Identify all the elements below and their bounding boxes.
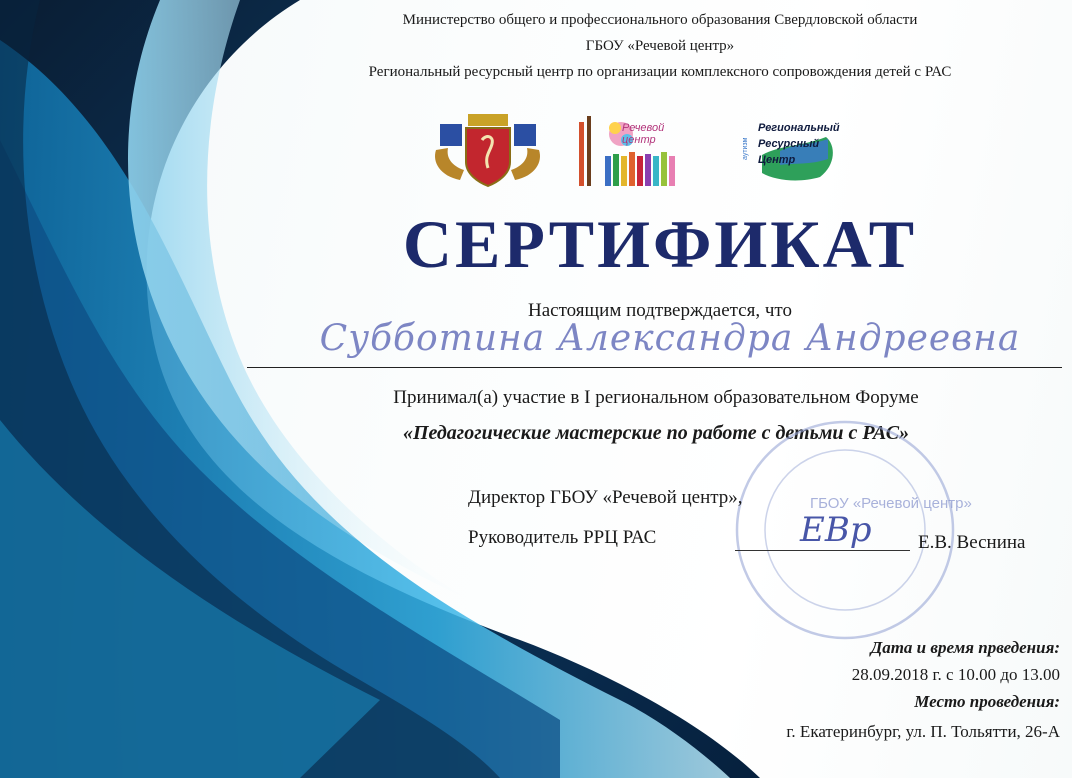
- resource-center-line: Региональный ресурсный центр по организации комплексного сопровождения детей с РАС: [368, 64, 952, 80]
- speech-center-logo-text: Речевой центр: [622, 122, 665, 146]
- director-title-line-1: Директор ГБОУ «Речевой центр»,: [468, 487, 743, 508]
- resource-center-side-text: аутизм: [742, 137, 749, 160]
- resource-center-line-1: Региональный: [758, 122, 840, 134]
- resource-center-line-3: Центр: [758, 154, 796, 166]
- signature-line: [735, 550, 910, 551]
- name-underline: [247, 367, 1062, 368]
- signature: ЕВр: [800, 510, 872, 550]
- certificate-title: СЕРТИФИКАТ: [402, 206, 918, 282]
- place-value: г. Екатеринбург, ул. П. Тольятти, 26-А: [786, 722, 1060, 741]
- director-name: Е.В. Веснина: [918, 532, 1026, 553]
- director-title-line-2: Руководитель РРЦ РАС: [468, 527, 657, 548]
- participation-text: Принимал(а) участие в I региональном образовательном Форуме: [393, 387, 919, 408]
- date-value: 28.09.2018 г. с 10.00 до 13.00: [851, 665, 1060, 684]
- organization-line: ГБОУ «Речевой центр»: [585, 38, 735, 54]
- place-label: Место проведения:: [914, 692, 1060, 711]
- resource-center-line-2: Ресурсный: [758, 138, 820, 150]
- ministry-line: Министерство общего и профессионального образования Свердловской области: [402, 12, 918, 28]
- participant-name: Субботина Александра Андреевна: [319, 318, 1021, 359]
- stamp-text: ГБОУ «Речевой центр»: [810, 495, 972, 512]
- forum-title: «Педагогические мастерские по работе с детьми с РАС»: [402, 422, 910, 444]
- coat-of-arms-icon: [430, 110, 545, 190]
- confirmation-text: Настоящим подтверждается, что: [528, 300, 792, 321]
- date-label: Дата и время прведения:: [870, 638, 1060, 657]
